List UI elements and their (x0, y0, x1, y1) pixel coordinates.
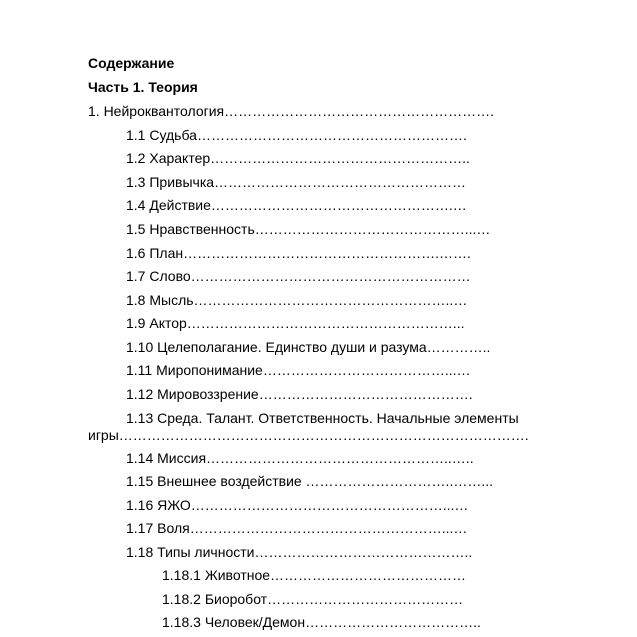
toc-item-1-10: 1.10 Целеполагание. Единство души и разума………….. (126, 339, 491, 355)
toc-item-1-9: 1.9 Актор…………………………………………………... (126, 315, 465, 331)
toc-heading: Содержание (88, 55, 175, 71)
toc-item-1-1: 1.1 Судьба…………………………………………………. (126, 127, 467, 143)
toc-item-1-4: 1.4 Действие…………………………………………….… (126, 197, 467, 213)
toc-item-1-14: 1.14 Миссия……………………………………………..….. (126, 450, 474, 466)
toc-subitem-1-18-2: 1.18.2 Биоробот…………………………………… (162, 591, 464, 607)
toc-subitem-1-18-1: 1.18.1 Животное…………………………………… (162, 567, 467, 583)
toc-item-1-11: 1.11 Миропонимание…………………………………...… (126, 362, 471, 378)
toc-item-1-16: 1.16 ЯЖО………………………………………………...… (126, 497, 469, 513)
toc-chapter-1: 1. Нейроквантология…………………………………………………. (88, 103, 495, 119)
toc-item-1-13-line2: игры……………………………………………………………………………. (88, 427, 529, 443)
toc-item-1-8: 1.8 Мысль………………………………………………..… (126, 292, 468, 308)
toc-subitem-1-18-3: 1.18.3 Человек/Демон……………………………….. (162, 614, 481, 630)
toc-item-1-18: 1.18 Типы личности……………………………………….. (126, 544, 473, 560)
toc-item-1-6: 1.6 План……………………………………………….……. (126, 245, 471, 261)
toc-item-1-3: 1.3 Привычка……………………………………………… (126, 174, 467, 190)
toc-item-1-12: 1.12 Мировоззрение………………………………………. (126, 386, 473, 402)
toc-item-1-15: 1.15 Внешнее воздействие …………………………..……... (126, 473, 494, 489)
toc-item-1-17: 1.17 Воля………………………………………………...… (126, 520, 468, 536)
toc-item-1-5: 1.5 Нравственность………………………………………...… (126, 221, 491, 237)
part-title: Часть 1. Теория (88, 79, 198, 95)
toc-item-1-13-line1: 1.13 Среда. Талант. Ответственность. Начальные элементы (126, 410, 519, 426)
toc-item-1-2: 1.2 Характер……………………………………………….. (126, 150, 470, 166)
toc-item-1-7: 1.7 Слово…………………………………………………… (126, 268, 471, 284)
